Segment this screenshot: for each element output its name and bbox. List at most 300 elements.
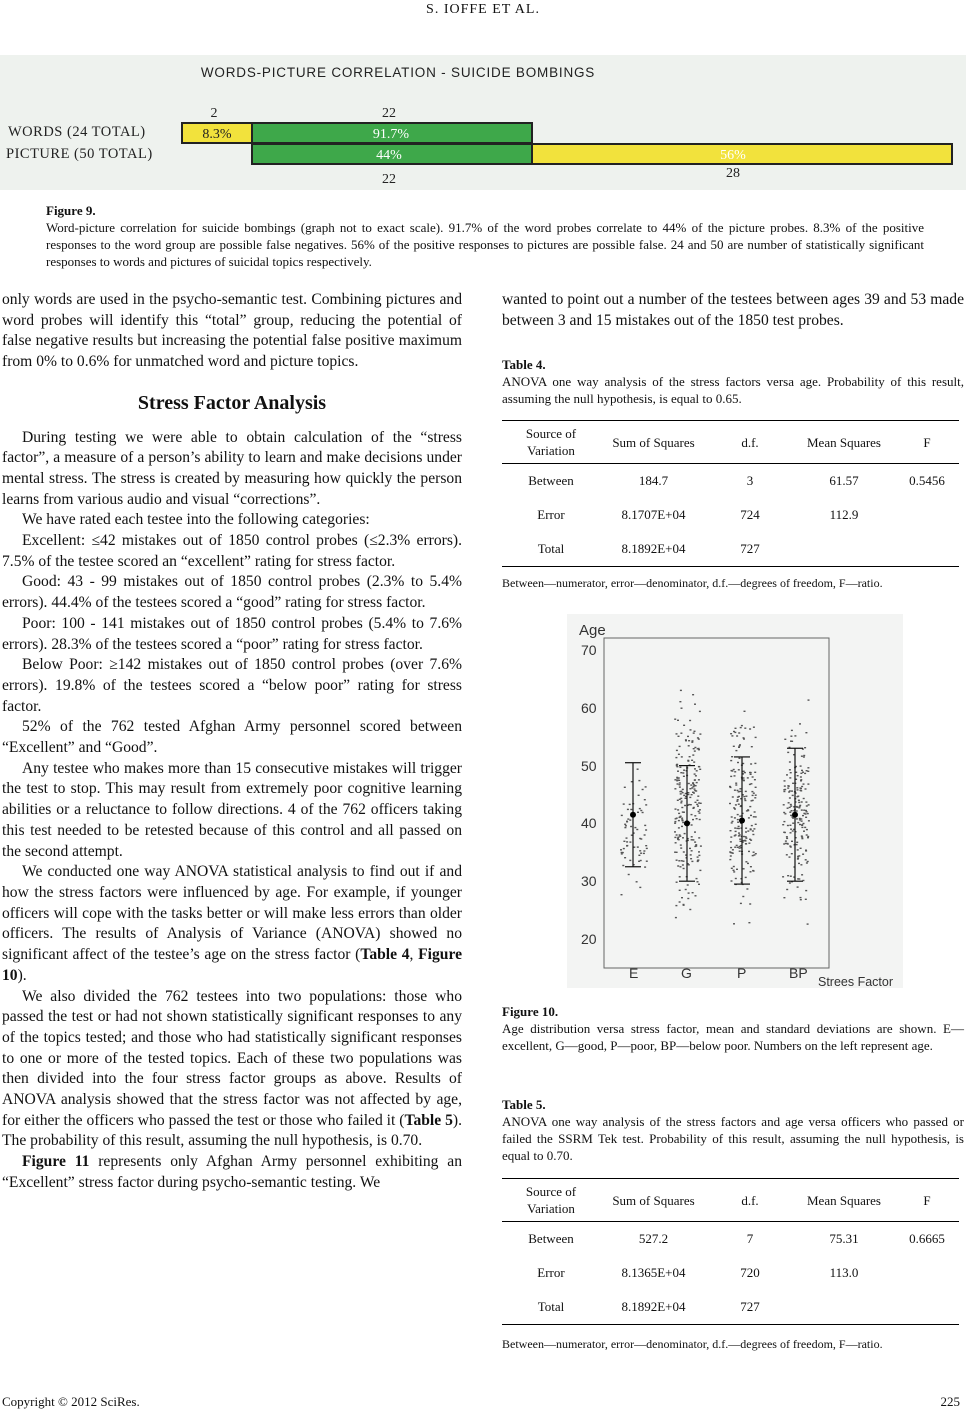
scatter-point [801, 770, 803, 771]
scatter-point [696, 804, 698, 805]
scatter-point [783, 804, 785, 805]
scatter-point [678, 860, 680, 861]
scatter-point [693, 748, 695, 749]
scatter-point [749, 806, 751, 807]
scatter-point [807, 836, 809, 837]
scatter-point [792, 795, 794, 796]
scatter-point [732, 821, 734, 822]
scatter-point [790, 736, 792, 737]
scatter-point [685, 740, 687, 741]
scatter-point [790, 815, 792, 816]
scatter-point [678, 777, 680, 778]
scatter-point [697, 856, 699, 857]
scatter-point [691, 787, 693, 788]
scatter-point [734, 847, 736, 848]
words-green-pct: 91.7% [372, 127, 410, 142]
table-row [502, 1256, 959, 1290]
figure-11-ref[interactable]: Figure 11 [22, 1153, 90, 1171]
scatter-point [681, 807, 683, 808]
scatter-point [746, 888, 748, 889]
scatter-point [674, 821, 676, 822]
scatter-point [699, 711, 701, 712]
scatter-point [786, 843, 788, 844]
scatter-point [786, 838, 788, 839]
table-cell: 8.1892E+04 [621, 1299, 686, 1314]
scatter-point [675, 917, 677, 918]
scatter-point [622, 865, 624, 866]
left-paragraph-4: Good: 43 - 99 mistakes out of 1850 control probes (2.3% to 5.4% errors). 44.4% of the testees scored a “good” rating for stress factor. [2, 573, 462, 612]
scatter-point [676, 852, 678, 853]
footer-copyright: Copyright © 2012 SciRes. [2, 1394, 140, 1409]
scatter-point [674, 788, 676, 789]
scatter-point [792, 823, 794, 824]
table-4-label: Table 4. [502, 357, 546, 372]
scatter-point [676, 764, 678, 765]
scatter-point [693, 807, 695, 808]
scatter-point [623, 803, 625, 804]
scatter-point [735, 831, 737, 832]
scatter-point [739, 744, 741, 745]
scatter-point [783, 812, 785, 813]
scatter-point [798, 802, 800, 803]
scatter-point [782, 824, 784, 825]
scatter-point [698, 766, 700, 767]
y-tick-label: 30 [581, 873, 597, 889]
scatter-point [689, 788, 691, 789]
scatter-point [630, 826, 632, 827]
scatter-point [624, 827, 626, 828]
scatter-point [734, 817, 736, 818]
scatter-point [731, 880, 733, 881]
table-header-cell: d.f. [741, 1192, 759, 1208]
scatter-point [730, 841, 732, 842]
scatter-point [693, 761, 695, 762]
scatter-point [692, 783, 694, 784]
left-paragraph-11: Figure 11 represents only Afghan Army personnel exhibiting an “Excellent” stress factor during psycho-semantic testing. We [2, 1153, 462, 1191]
scatter-point [745, 836, 747, 837]
scatter-point [803, 783, 805, 784]
scatter-point [676, 860, 678, 861]
scatter-point [806, 770, 808, 771]
scatter-point [744, 800, 746, 801]
scatter-point [729, 859, 731, 860]
scatter-point [755, 787, 757, 788]
scatter-point [800, 897, 802, 898]
table-cell [895, 532, 959, 567]
scatter-point [797, 775, 799, 776]
scatter-point [681, 708, 683, 709]
scatter-point [690, 854, 692, 855]
scatter-point [749, 903, 751, 904]
scatter-point [797, 849, 799, 850]
scatter-point [735, 834, 737, 835]
scatter-point [697, 796, 699, 797]
scatter-point [796, 807, 798, 808]
table-cell: 3 [746, 473, 754, 488]
scatter-point [698, 851, 700, 852]
scatter-point [644, 834, 646, 835]
scatter-point [783, 821, 785, 822]
scatter-point [695, 844, 697, 845]
scatter-point [801, 838, 803, 839]
scatter-point [751, 825, 753, 826]
table-5-ref[interactable]: Table 5 [404, 1111, 453, 1129]
scatter-point [798, 800, 800, 801]
scatter-point [755, 816, 757, 817]
scatter-point [788, 802, 790, 803]
scatter-point [678, 820, 680, 821]
scatter-point [696, 782, 698, 783]
scatter-point [676, 834, 678, 835]
scatter-point [730, 855, 732, 856]
scatter-point [745, 861, 747, 862]
scatter-point [675, 842, 677, 843]
table-cell [793, 532, 895, 567]
scatter-point [679, 876, 681, 877]
scatter-point [750, 871, 752, 872]
scatter-point [784, 785, 786, 786]
scatter-point [734, 827, 736, 828]
scatter-point [695, 895, 697, 896]
scatter-point [786, 836, 788, 837]
scatter-point [689, 720, 691, 721]
scatter-point [676, 882, 678, 883]
scatter-point [805, 899, 807, 900]
scatter-point [679, 784, 681, 785]
scatter-point [790, 772, 792, 773]
scatter-point [678, 813, 680, 814]
scatter-point [691, 742, 693, 743]
scatter-point [732, 853, 734, 854]
scatter-point [733, 923, 735, 924]
scatter-point [676, 780, 678, 781]
scatter-point [697, 881, 699, 882]
table-cell: Total [537, 1299, 565, 1314]
scatter-point [674, 779, 676, 780]
scatter-point [683, 776, 685, 777]
scatter-point [695, 802, 697, 803]
scatter-point [806, 805, 808, 806]
scatter-point [736, 801, 738, 802]
y-tick-label: 20 [581, 931, 597, 947]
scatter-point [738, 826, 740, 827]
scatter-point [691, 824, 693, 825]
scatter-point [796, 844, 798, 845]
scatter-point [754, 763, 756, 764]
scatter-point [791, 810, 793, 811]
picture-green-pct: 44% [376, 148, 402, 163]
scatter-point [750, 815, 752, 816]
scatter-point [783, 832, 785, 833]
scatter-point [697, 805, 699, 806]
table-5-caption [502, 1096, 964, 1164]
scatter-point [689, 909, 691, 910]
table-4-ref[interactable]: Table 4 [360, 946, 410, 964]
scatter-point [691, 760, 693, 761]
scatter-point [799, 723, 801, 724]
table-header-cell: Source of Variation [525, 426, 577, 458]
scatter-point [801, 820, 803, 821]
table-5-note: Between—numerator, error—denominator, d.f.—degrees of freedom, F—ratio. [502, 1337, 883, 1351]
scatter-point [682, 811, 684, 812]
section-heading: Stress Factor Analysis [137, 391, 327, 414]
scatter-point [698, 802, 700, 803]
scatter-point [738, 832, 740, 833]
scatter-point [786, 774, 788, 775]
table-cell: 727 [740, 1299, 760, 1314]
scatter-point [801, 825, 803, 826]
scatter-point [700, 845, 702, 846]
scatter-point [621, 894, 623, 895]
scatter-point [695, 845, 697, 846]
mean-point [739, 818, 745, 824]
scatter-point [738, 745, 740, 746]
scatter-point [678, 736, 680, 737]
scatter-point [751, 800, 753, 801]
scatter-point [730, 830, 732, 831]
left-column [2, 290, 462, 1194]
scatter-point [747, 777, 749, 778]
scatter-point [790, 805, 792, 806]
scatter-point [802, 854, 804, 855]
scatter-point [692, 839, 694, 840]
table-header-cell: F [923, 434, 931, 450]
scatter-point [794, 735, 796, 736]
scatter-point [682, 772, 684, 773]
scatter-point [680, 733, 682, 734]
scatter-point [629, 841, 631, 842]
scatter-point [796, 842, 798, 843]
table-cell: 8.1707E+04 [621, 507, 686, 522]
table-cell: 61.57 [829, 473, 859, 488]
scatter-point [735, 783, 737, 784]
scatter-point [733, 807, 735, 808]
scatter-point [799, 806, 801, 807]
scatter-point [681, 860, 683, 861]
scatter-point [804, 747, 806, 748]
scatter-point [691, 861, 693, 862]
scatter-point [679, 834, 681, 835]
figure-9-title: WORDS-PICTURE CORRELATION - SUICIDE BOMBINGS [200, 65, 596, 80]
scatter-point [678, 827, 680, 828]
left-paragraph-7: 52% of the 762 tested Afghan Army personnel scored between “Excellent” and “Good”. [2, 718, 462, 757]
scatter-point [692, 694, 694, 695]
scatter-point [803, 810, 805, 811]
table-cell: 8.1365E+04 [621, 1265, 686, 1280]
scatter-point [791, 853, 793, 854]
picture-yellow-pct: 56% [720, 148, 746, 163]
scatter-point [690, 858, 692, 859]
scatter-point [733, 746, 735, 747]
scatter-point [791, 730, 793, 731]
scatter-point [731, 770, 733, 771]
figure-10-chart [567, 614, 903, 988]
scatter-point [792, 783, 794, 784]
scatter-point [645, 804, 647, 805]
table-row [502, 1290, 959, 1325]
scatter-point [682, 822, 684, 823]
scatter-point [789, 777, 791, 778]
scatter-point [687, 898, 689, 899]
scatter-point [789, 812, 791, 813]
scatter-point [674, 831, 676, 832]
scatter-point [797, 886, 799, 887]
scatter-point [744, 711, 746, 712]
table-cell: 113.0 [829, 1265, 859, 1280]
scatter-point [748, 843, 750, 844]
scatter-point [790, 876, 792, 877]
scatter-point [691, 836, 693, 837]
scatter-point [694, 773, 696, 774]
scatter-point [745, 831, 747, 832]
y-tick-label: 50 [581, 758, 597, 774]
x-category-label: E [629, 965, 639, 981]
scatter-point [805, 801, 807, 802]
scatter-point [629, 860, 631, 861]
scatter-point [637, 769, 639, 770]
y-axis-label: Age [579, 622, 606, 639]
scatter-point [739, 851, 741, 852]
table-header-row [502, 1179, 959, 1222]
scatter-point [745, 796, 747, 797]
scatter-point [791, 790, 793, 791]
words-yellow-count: 2 [210, 106, 218, 121]
scatter-point [679, 701, 681, 702]
scatter-point [694, 815, 696, 816]
mean-point [630, 812, 636, 818]
scatter-point [739, 788, 741, 789]
scatter-point [740, 727, 742, 728]
scatter-point [739, 758, 741, 759]
scatter-point [621, 852, 623, 853]
scatter-point [807, 813, 809, 814]
scatter-point [694, 841, 696, 842]
figure-10-ref[interactable]: Figure 10 [2, 946, 463, 984]
x-axis-label: Strees Factor [818, 975, 894, 988]
scatter-point [800, 788, 802, 789]
scatter-point [753, 852, 755, 853]
scatter-point [699, 870, 701, 871]
figure-10-label: Figure 10. [502, 1004, 559, 1019]
scatter-point [801, 837, 803, 838]
scatter-point [637, 846, 639, 847]
scatter-point [691, 814, 693, 815]
left-paragraph-9: We conducted one way ANOVA statistical analysis to find out if and how the stress factors were influenced by age. For example, if younger officers will cope with the tasks better or will make less errors than older officers. The results of Analysis of Variance (ANOVA) showed no significant affect of the testee’s age on the stress factor (Table 4, Figure 10). [2, 863, 463, 984]
scatter-point [751, 746, 753, 747]
scatter-point [797, 858, 799, 859]
scatter-point [643, 850, 645, 851]
scatter-point [675, 818, 677, 819]
scatter-point [679, 786, 681, 787]
scatter-point [735, 728, 737, 729]
scatter-point [731, 816, 733, 817]
scatter-point [644, 799, 646, 800]
scatter-point [699, 809, 701, 810]
table-cell [895, 1290, 959, 1325]
scatter-point [624, 824, 626, 825]
scatter-point [694, 790, 696, 791]
scatter-point [754, 772, 756, 773]
scatter-point [677, 800, 679, 801]
scatter-point [690, 729, 692, 730]
scatter-point [689, 756, 691, 757]
scatter-point [754, 811, 756, 812]
scatter-point [698, 811, 700, 812]
scatter-point [674, 823, 676, 824]
table-5-label: Table 5. [502, 1097, 546, 1112]
table-cell: 0.5456 [909, 473, 945, 488]
scatter-point [730, 836, 732, 837]
scatter-point [796, 787, 798, 788]
scatter-point [690, 804, 692, 805]
table-header-cell: F [923, 1192, 931, 1208]
scatter-point [799, 824, 801, 825]
scatter-point [733, 769, 735, 770]
scatter-point [694, 768, 696, 769]
scatter-point [694, 788, 696, 789]
scatter-point [801, 874, 803, 875]
scatter-point [735, 804, 737, 805]
table-cell: 0.6665 [909, 1231, 945, 1246]
scatter-point [699, 819, 701, 820]
scatter-point [805, 817, 807, 818]
scatter-point [736, 735, 738, 736]
scatter-point [745, 843, 747, 844]
scatter-point [789, 797, 791, 798]
scatter-point [681, 756, 683, 757]
scatter-point [646, 861, 648, 862]
scatter-point [798, 863, 800, 864]
scatter-point [687, 736, 689, 737]
scatter-point [800, 780, 802, 781]
scatter-point [674, 719, 676, 720]
scatter-point [729, 803, 731, 804]
scatter-point [755, 737, 757, 738]
scatter-point [803, 798, 805, 799]
scatter-point [639, 838, 641, 839]
table-4-caption-text: ANOVA one way analysis of the stress factors versa age. Probability of this result, assuming the null hypothesis, is equal to 0.65. [502, 374, 964, 406]
scatter-point [642, 789, 644, 790]
scatter-point [790, 741, 792, 742]
scatter-point [797, 822, 799, 823]
table-row [502, 1222, 959, 1257]
scatter-point [798, 807, 800, 808]
scatter-point [796, 810, 798, 811]
scatter-point [740, 903, 742, 904]
scatter-point [737, 819, 739, 820]
scatter-point [683, 770, 685, 771]
scatter-point [678, 754, 680, 755]
table-cell: 527.2 [638, 1231, 669, 1246]
scatter-point [803, 755, 805, 756]
table-cell: 7 [746, 1231, 754, 1246]
running-head: S. IOFFE ET AL. [426, 2, 540, 17]
table-cell: Error [537, 507, 565, 522]
scatter-point [688, 892, 690, 893]
scatter-point [687, 792, 689, 793]
scatter-point [683, 868, 685, 869]
scatter-point [797, 856, 799, 857]
scatter-point [643, 853, 645, 854]
y-tick-label: 40 [581, 815, 597, 831]
scatter-point [691, 794, 693, 795]
scatter-point [753, 816, 755, 817]
scatter-point [730, 733, 732, 734]
left-paragraph-6: Below Poor: ≥142 mistakes out of 1850 control probes (over 7.6% errors). 19.8% of the testees scored a “below poor” rating for stress factor. [2, 656, 462, 715]
scatter-point [800, 848, 802, 849]
scatter-point [676, 750, 678, 751]
scatter-point [679, 767, 681, 768]
